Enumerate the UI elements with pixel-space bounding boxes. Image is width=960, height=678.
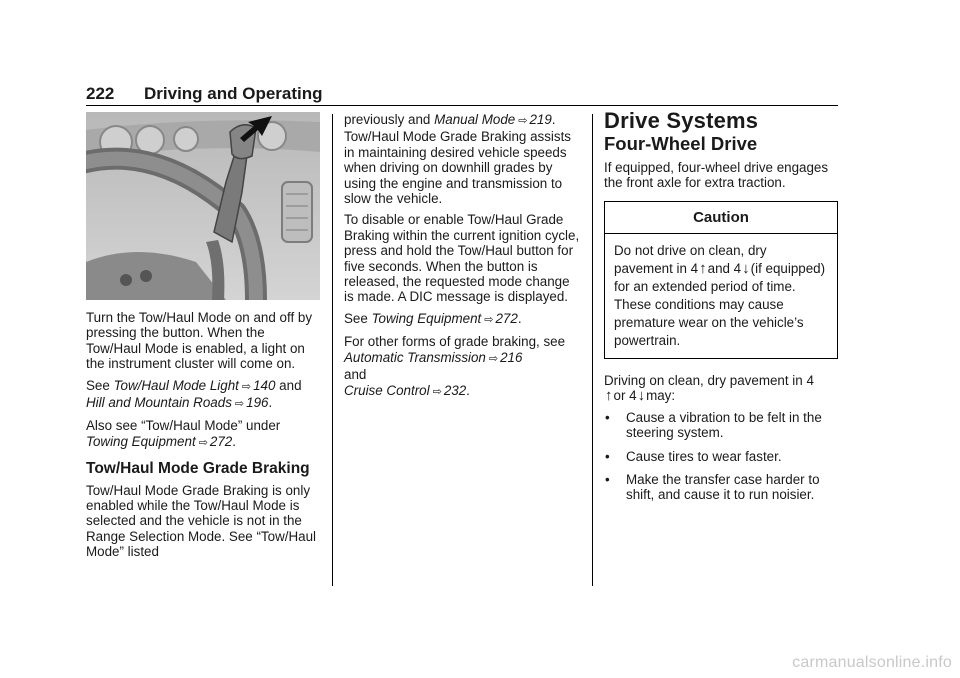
paragraph: For other forms of grade braking, see Automatic Transmission ⇨ 216 and Cruise Control ⇨ 232. <box>344 334 580 400</box>
page-ref-icon: ⇨ <box>518 115 528 127</box>
page-ref-icon: ⇨ <box>198 436 208 449</box>
tow-haul-button-illustration <box>86 112 320 300</box>
column-left <box>86 112 322 566</box>
caution-body: Do not drive on clean, dry pavement in 4↑and 4↓(if equipped) for an extended period of time. These conditions may cause premature wear on the vehicle’s powertrain. <box>614 243 826 349</box>
section-heading-drive-systems: Drive Systems <box>604 108 759 133</box>
arrow-up-icon: ↑ <box>605 387 613 405</box>
page-ref-icon: ⇨ <box>488 352 499 365</box>
paragraph: Also see “Tow/Haul Mode” under Towing Equipment ⇨ 272. <box>86 418 322 451</box>
link-towing-equipment[interactable]: Towing Equipment <box>86 433 196 449</box>
paragraph: previously and Manual Mode ⇨ 219. Tow/Haul Mode Grade Braking assists in maintaining desired vehicle speeds when driving on downhill grades by using the engine and transmission to slow the vehicle. <box>344 112 571 207</box>
page-ref-icon: ⇨ <box>484 313 494 326</box>
arrow-down-icon: ↓ <box>637 387 646 405</box>
watermark: carmanualsonline.info <box>792 654 952 671</box>
paragraph: Driving on clean, dry pavement in 4 ↑or 4↓may: <box>604 373 814 405</box>
column-right <box>604 108 838 511</box>
paragraph: See Tow/Haul Mode Light ⇨ 140 and Hill and Mountain Roads ⇨ 196. <box>86 378 322 413</box>
caution-box <box>604 201 838 359</box>
subheading-grade-braking: Tow/Haul Mode Grade Braking <box>86 460 310 478</box>
arrow-up-icon: ↑ <box>699 260 707 278</box>
paragraph: Turn the Tow/Haul Mode on and off by pressing the button. When the Tow/Haul Mode is enabled, a light on the instrument cluster will come on. <box>86 310 313 372</box>
list-item: • Make the transfer case harder to shift, and cause it to run noisier. <box>605 472 820 503</box>
bullet-list <box>604 410 838 503</box>
page-ref-icon: ⇨ <box>234 398 245 411</box>
paragraph: To disable or enable Tow/Haul Grade Braking within the current ignition cycle, press and hold the Tow/Haul button for five seconds. When the button is released, the requested mode change is made. A DIC message is displayed. <box>344 212 580 305</box>
link-cruise-control[interactable]: Cruise Control <box>344 382 430 398</box>
bullet-icon: • <box>605 448 610 464</box>
column-divider <box>332 114 333 586</box>
page-header <box>86 82 838 106</box>
link-towing-equipment[interactable]: Towing Equipment <box>371 310 482 326</box>
page-number: 222 <box>86 84 115 103</box>
link-automatic-transmission[interactable]: Automatic Transmission <box>344 349 486 365</box>
page-ref-icon: ⇨ <box>432 385 442 398</box>
page-ref-icon: ⇨ <box>241 380 252 393</box>
paragraph: If equipped, four-wheel drive engages the front axle for extra traction. <box>604 159 829 191</box>
arrow-down-icon: ↓ <box>742 260 750 278</box>
section-title: Driving and Operating <box>144 84 323 103</box>
list-item: • Cause tires to wear faster. <box>605 448 782 464</box>
list-item: • Cause a vibration to be felt in the steering system. <box>605 409 822 441</box>
paragraph: See Towing Equipment ⇨ 272. <box>344 311 580 328</box>
link-manual-mode[interactable]: Manual Mode <box>434 112 516 127</box>
paragraph: Tow/Haul Mode Grade Braking is only enabled while the Tow/Haul Mode is selected and the vehicle is not in the Range Selection Mode. See “Tow/Haul Mode” listed <box>86 482 317 560</box>
link-hill-and-mountain-roads[interactable]: Hill and Mountain Roads <box>86 395 232 411</box>
bullet-icon: • <box>605 409 610 425</box>
column-divider <box>592 114 593 586</box>
link-tow-haul-mode-light[interactable]: Tow/Haul Mode Light <box>113 377 239 393</box>
subheading-four-wheel-drive: Four-Wheel Drive <box>604 133 758 155</box>
caution-title: Caution <box>605 202 837 234</box>
column-middle <box>344 112 580 406</box>
bullet-icon: • <box>605 472 610 488</box>
